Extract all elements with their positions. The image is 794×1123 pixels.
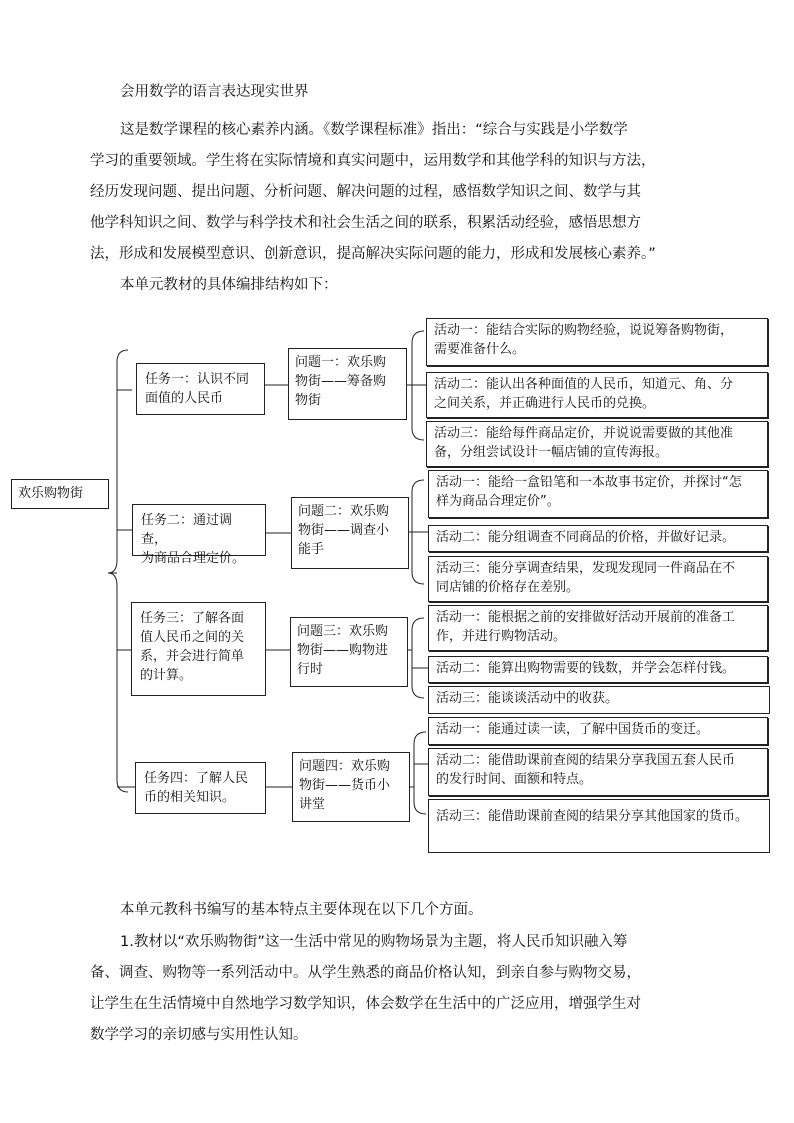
question-line: 问题二：欢乐购 [298, 504, 390, 519]
intro-line: 经历发现问题、提出问题、分析问题、解决问题的过程，感悟数学知识之间、数学与其 [90, 184, 641, 200]
diagram-root [11, 479, 109, 509]
activity-line: 的发行时间、面额和特点。 [436, 772, 593, 787]
question-box-2 [291, 497, 409, 569]
activity-line: 样为商品合理定价”。 [436, 494, 560, 509]
question-line: 问题一：欢乐购 [295, 355, 387, 370]
activity-box-1-3 [426, 421, 768, 467]
features-line: 让学生在生活情境中自然地学习数学知识，体会数学在生活中的广泛应用，增强学生对 [90, 996, 641, 1012]
activity-brace [414, 732, 426, 814]
activity-line: 活动一：能根据之前的安排做好活动开展前的准备工 [436, 610, 736, 625]
activity-line: 活动一：能给一盒铅笔和一本故事书定价，并探讨“怎 [436, 475, 742, 490]
activity-box-2-1 [428, 470, 768, 518]
activity-box-2-2 [428, 525, 768, 552]
question-box-4 [292, 752, 410, 822]
activity-brace [412, 618, 424, 698]
activity-box-2-3 [428, 556, 768, 602]
task-line: 任务一：认识不同 [145, 372, 250, 387]
activity-line: 活动三：能谈谈活动中的收获。 [436, 691, 619, 706]
activity-line: 需要准备什么。 [434, 342, 526, 357]
task-line: 任务三：了解各面 [140, 611, 245, 626]
activity-box-4-2 [428, 748, 768, 796]
task-line: 面值的人民币 [145, 391, 224, 406]
question-line: 问题三：欢乐购 [297, 624, 389, 639]
features-line: 1.教材以“欢乐购物街”这一生活中常见的购物场景为主题，将人民币知识融入筹 [120, 934, 628, 950]
question-line: 讲堂 [299, 797, 326, 812]
question-line: 物街——货币小 [299, 778, 391, 793]
question-line: 能手 [298, 542, 325, 557]
activity-line: 之间关系，并正确进行人民币的兑换。 [434, 396, 656, 411]
question-line: 问题四：欢乐购 [299, 759, 391, 774]
diagram-root-label: 欢乐购物街 [18, 486, 84, 501]
intro-line: 他学科知识之间、数学与科学技术和社会生活之间的联系，积累活动经验，感悟思想方 [90, 215, 641, 231]
root-brace [108, 350, 128, 792]
question-line: 物街 [295, 393, 322, 408]
activity-line: 活动三：能借助课前查阅的结果分享其他国家的货币。 [436, 809, 749, 824]
task-line: 任务四：了解人民 [144, 771, 249, 786]
features-heading [120, 895, 483, 926]
question-box-1 [288, 348, 407, 420]
activity-line: 活动三：能给每件商品定价，并说说需要做的其他准 [434, 426, 734, 441]
intro-heading-text: 会用数学的语言表达现实世界 [120, 84, 309, 100]
features-line: 数学学习的亲切感与实用性认知。 [90, 1027, 308, 1043]
structure-intro-text: 本单元教材的具体编排结构如下： [120, 277, 338, 293]
activity-box-3-2 [428, 656, 768, 683]
intro-line: 法，形成和发展模型意识、创新意识，提高解决实际问题的能力，形成和发展核心素养。” [90, 246, 656, 262]
question-line: 物街——调查小 [298, 523, 390, 538]
activity-box-4-1 [428, 717, 768, 745]
activity-line: 活动一：能结合实际的购物经验，说说筹备购物街， [434, 323, 734, 338]
question-line: 物街——购物进 [297, 643, 389, 658]
task-box-3 [131, 602, 266, 696]
question-box-3 [290, 617, 408, 687]
task-line: 系，并会进行简单 [140, 649, 245, 664]
task-line: 值人民币之间的关 [140, 630, 245, 645]
features-heading-text: 本单元教科书编写的基本特点主要体现在以下几个方面。 [120, 902, 483, 918]
activity-line: 活动三：能分享调查结果，发现发现同一件商品在不 [436, 561, 736, 576]
activity-line: 活动二：能算出购物需要的钱数，并学会怎样付钱。 [436, 661, 736, 676]
activity-line: 活动一：能通过读一读，了解中国货币的变迁。 [436, 722, 710, 737]
intro-line: 这是数学课程的核心素养内涵。《数学课程标准》指出：“综合与实践是小学数学 [120, 122, 628, 138]
features-line: 备、调查、购物等一系列活动中。从学生熟悉的商品价格认知，到亲自参与购物交易， [90, 965, 641, 981]
intro-line: 学习的重要领域。学生将在实际情境和真实问题中，运用数学和其他学科的知识与方法， [90, 153, 656, 169]
task-line: 币的相关知识。 [144, 790, 236, 805]
task-box-1 [136, 363, 265, 415]
task-box-4 [135, 762, 266, 814]
activity-line: 活动二：能认出各种面值的人民币，知道元、角、分 [434, 377, 734, 392]
activity-line: 活动二：能借助课前查阅的结果分享我国五套人民币 [436, 753, 736, 768]
activity-box-3-1 [428, 605, 768, 651]
activity-box-1-1 [426, 318, 768, 366]
activity-line: 作，并进行购物活动。 [436, 629, 567, 644]
task-line: 为商品合理定价。 [141, 551, 246, 566]
question-line: 物街——筹备购 [295, 374, 387, 389]
activity-line: 备，分组尝试设计一幅店铺的宣传海报。 [434, 445, 669, 460]
activity-box-4-3 [428, 799, 770, 853]
question-line: 行时 [297, 662, 324, 677]
task-box-2 [132, 504, 266, 566]
activity-line: 活动二：能分组调查不同商品的价格，并做好记录。 [436, 530, 736, 545]
task-line: 的计算。 [140, 668, 193, 683]
features-item-1 [90, 927, 720, 1051]
activity-box-3-3 [428, 686, 770, 714]
activity-box-1-2 [426, 372, 768, 418]
task-line: 任务二：通过调查， [141, 513, 233, 547]
activity-line: 同店铺的价格存在差别。 [436, 580, 580, 595]
